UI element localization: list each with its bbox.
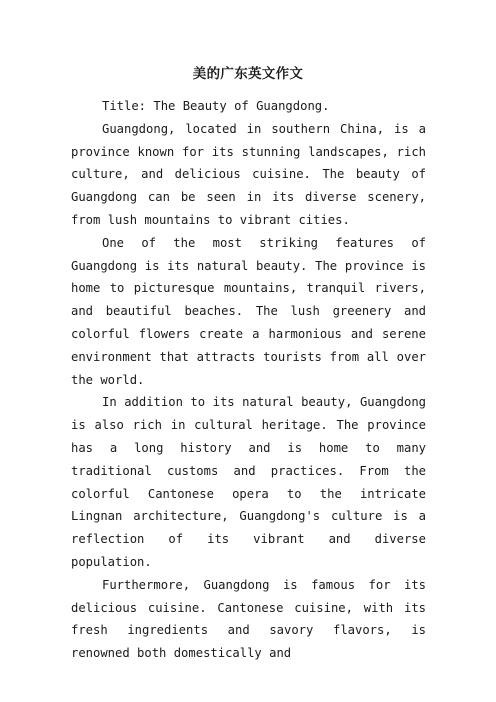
paragraph-cuisine: Furthermore, Guangdong is famous for its delicious cuisine. Cantonese cuisine, with its fresh ingredients and savory flavors, is renowned both domestically and <box>71 577 426 661</box>
document-body <box>71 95 426 665</box>
paragraph-intro: Guangdong, located in southern China, is a province known for its stunning landscapes, rich culture, and delicious cuisine. The beauty of Guangdong can be seen in its diverse scenery, from lush mountains to vibrant cities. <box>71 121 426 227</box>
essay-title-line: Title: The Beauty of Guangdong. <box>102 99 330 113</box>
paragraph-cultural-heritage: In addition to its natural beauty, Guangdong is also rich in cultural heritage. The province has a long history and is home to many traditional customs and practices. From the colorful Cantonese opera to the intricate Lingnan architecture, Guangdong's culture is a reflection of its vibrant and diverse population. <box>71 395 426 569</box>
document-heading: 美的广东英文作文 <box>192 66 304 82</box>
paragraph-natural-beauty: One of the most striking features of Guangdong is its natural beauty. The province is home to picturesque mountains, tranquil rivers, and beautiful beaches. The lush greenery and colorful flowers create a harmonious and serene environment that attracts tourists from all over the world. <box>71 235 426 387</box>
